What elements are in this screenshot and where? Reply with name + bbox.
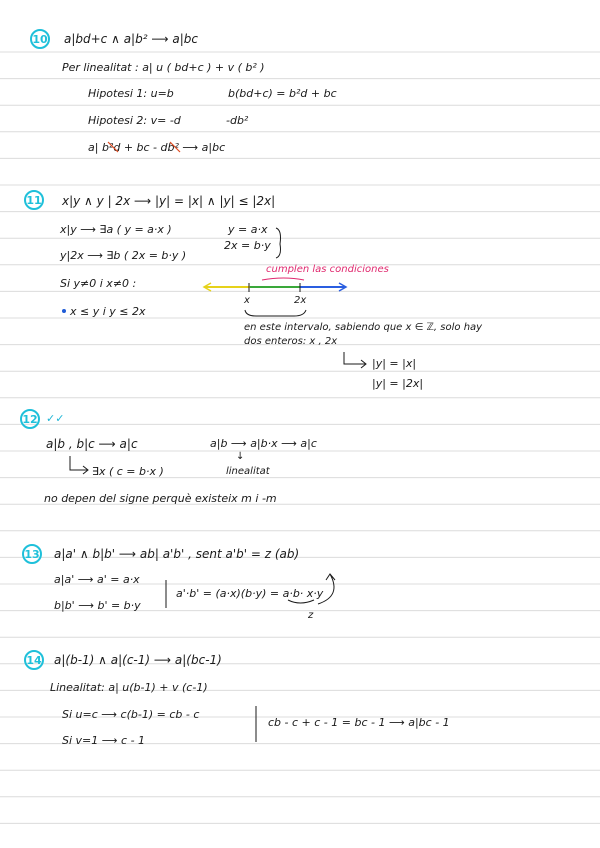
p14-statement: a|(b-1) ∧ a|(c-1) ⟶ a|(bc-1) xyxy=(54,653,222,667)
p10-linearity: Per linealitat : a| u ( bd+c ) + v ( b² ) xyxy=(62,61,265,74)
p12-line-3: no depen del signe perquè existeix m i -m xyxy=(44,492,277,505)
p13-z-label: z xyxy=(308,610,314,621)
p10-hypothesis-2: Hipotesi 2: v= -d xyxy=(88,114,181,127)
p13-line-2: b|b' ⟶ b' = b·y xyxy=(54,599,141,612)
p10-hypothesis-1-result: b(bd+c) = b²d + bc xyxy=(228,87,337,100)
p11-line-1: x|y ⟶ ∃a ( y = a·x ) xyxy=(60,223,172,236)
p14-conclusion: cb - c + c - 1 = bc - 1 ⟶ a|bc - 1 xyxy=(268,716,450,729)
p12-linearity: linealitat xyxy=(226,466,270,477)
p13-equation: a'·b' = (a·x)(b·y) = a·b· x·y xyxy=(176,587,324,600)
p11-result-1: |y| = |x| xyxy=(372,357,417,370)
p13-line-1: a|a' ⟶ a' = a·x xyxy=(54,573,140,586)
problem-11-number: 11 xyxy=(24,190,44,210)
p11-tick-2x: 2x xyxy=(294,295,307,306)
problem-12-number: 12 xyxy=(20,409,40,429)
p12-line-1-right: a|b ⟶ a|b·x ⟶ a|c xyxy=(210,437,317,450)
problem-14-number: 14 xyxy=(24,650,44,670)
p11-line-2-right: 2x = b·y xyxy=(224,239,271,252)
p11-line-3: Si y≠0 i x≠0 : xyxy=(60,277,137,290)
p11-line-2: y|2x ⟶ ∃b ( 2x = b·y ) xyxy=(60,249,187,262)
p11-tick-x: x xyxy=(244,295,250,306)
problem-13-number: 13 xyxy=(22,544,42,564)
p11-line-1-right: y = a·x xyxy=(228,223,268,236)
p14-case-1: Si u=c ⟶ c(b-1) = cb - c xyxy=(62,708,200,721)
p10-statement: a|bd+c ∧ a|b² ⟶ a|bc xyxy=(64,32,198,46)
p12-down-arrow: ↓ xyxy=(236,451,245,462)
p11-comment-2: dos enteros: x , 2x xyxy=(244,336,338,347)
p12-line-1: a|b , b|c ⟶ a|c xyxy=(46,437,138,451)
p10-hypothesis-2-result: -db² xyxy=(226,114,249,127)
p11-line-4: x ≤ y i y ≤ 2x xyxy=(70,305,146,318)
p11-comment-1: en este intervalo, sabiendo que x ∈ ℤ, solo hay xyxy=(244,322,483,333)
p11-statement: x|y ∧ y | 2x ⟶ |y| = |x| ∧ |y| ≤ |2x| xyxy=(62,194,276,208)
p14-linearity: Linealitat: a| u(b-1) + v (c-1) xyxy=(50,681,208,694)
p12-check-marks: ✓✓ xyxy=(46,412,65,425)
problem-10-number: 10 xyxy=(30,29,50,49)
p10-conclusion: a| b²d + bc - db² ⟶ a|bc xyxy=(88,141,226,154)
p12-line-2: ∃x ( c = b·x ) xyxy=(92,465,164,478)
p10-hypothesis-1: Hipotesi 1: u=b xyxy=(88,87,174,100)
p14-case-2: Si v=1 ⟶ c - 1 xyxy=(62,734,146,747)
p13-statement: a|a' ∧ b|b' ⟶ ab| a'b' , sent a'b' = z (ab) xyxy=(54,547,300,561)
p11-interval-note: cumplen las condiciones xyxy=(266,264,389,275)
p11-result-2: |y| = |2x| xyxy=(372,377,424,390)
